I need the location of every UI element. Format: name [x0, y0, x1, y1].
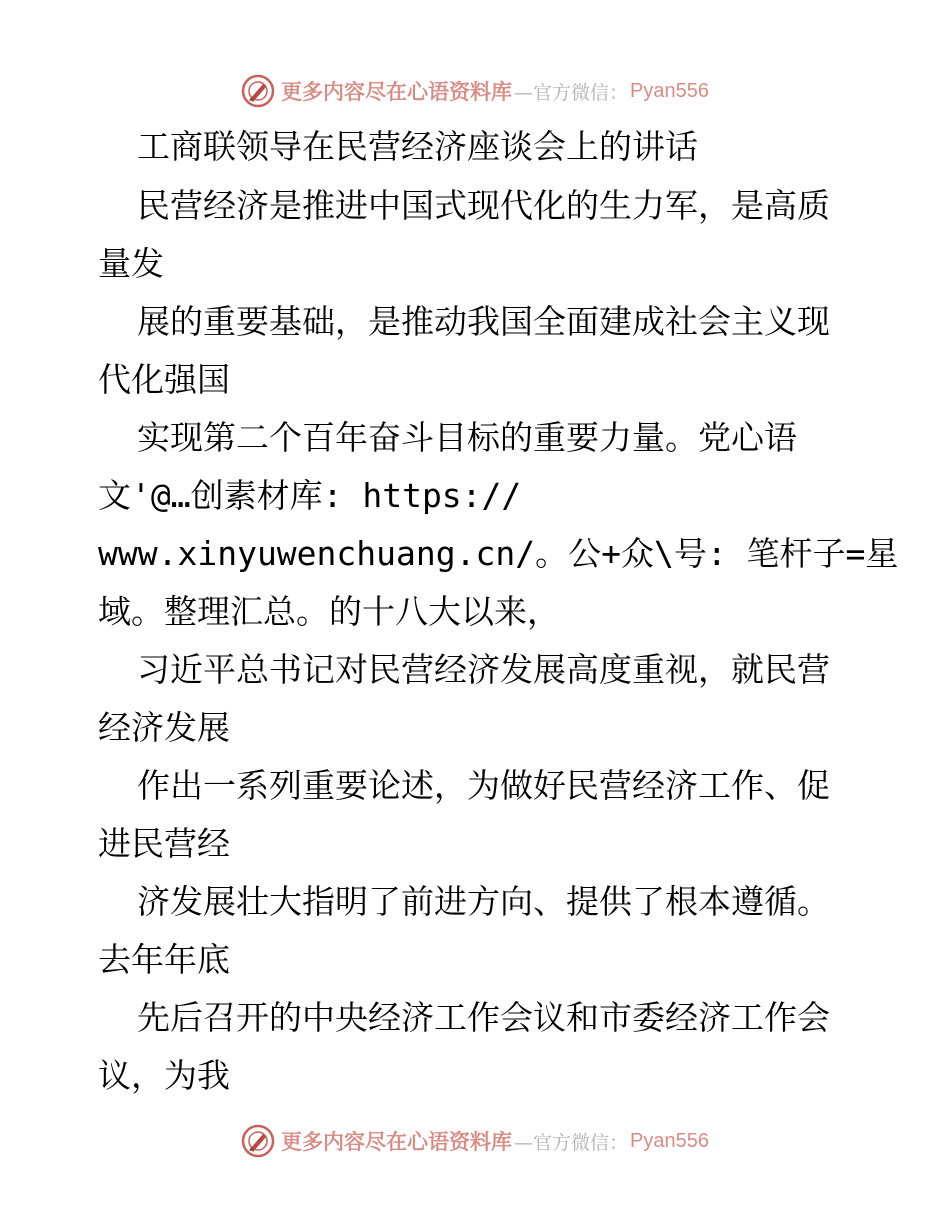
- header-brand-text: 更多内容尽在心语资料库: [281, 79, 512, 104]
- text-line: 济发展壮大指明了前进方向、提供了根本遵循。: [137, 882, 830, 921]
- header-sub-text: —官方微信：: [514, 81, 629, 104]
- text-line: 去年年底: [98, 940, 230, 979]
- text-line: 展的重要基础，是推动我国全面建成社会主义现: [137, 302, 830, 341]
- text-line: www.xinyuwenchuang.cn/。公+众\号: 笔杆子=星: [98, 534, 899, 573]
- text-line: 经济发展: [98, 708, 230, 747]
- text-line: 代化强国: [98, 360, 230, 399]
- header-banner: [0, 69, 950, 113]
- text-line: 民营经济是推进中国式现代化的生力军，是高质: [137, 186, 830, 225]
- pen-logo-icon: [241, 1124, 275, 1158]
- pen-logo-icon: [241, 74, 275, 108]
- text-line: 作出一系列重要论述，为做好民营经济工作、促: [137, 766, 830, 805]
- footer-brand-text: 更多内容尽在心语资料库: [281, 1129, 512, 1154]
- text-line: 文'@…创素材库: https://: [98, 476, 522, 515]
- text-line: 进民营经: [98, 824, 230, 863]
- footer-banner: [0, 1119, 950, 1163]
- footer-wechat-id: Pyan556: [630, 1129, 709, 1152]
- text-line: 习近平总书记对民营经济发展高度重视，就民营: [137, 650, 830, 689]
- header-wechat-id: Pyan556: [630, 79, 709, 102]
- text-line: 量发: [98, 244, 164, 283]
- text-line: 议，为我: [98, 1056, 230, 1095]
- document-title: 工商联领导在民营经济座谈会上的讲话: [137, 127, 698, 166]
- text-line: 实现第二个百年奋斗目标的重要力量。党心语: [137, 418, 797, 457]
- text-line: 域。整理汇总。的十八大以来，: [98, 592, 560, 631]
- text-line: 先后召开的中央经济工作会议和市委经济工作会: [137, 998, 830, 1037]
- footer-sub-text: —官方微信：: [514, 1131, 629, 1154]
